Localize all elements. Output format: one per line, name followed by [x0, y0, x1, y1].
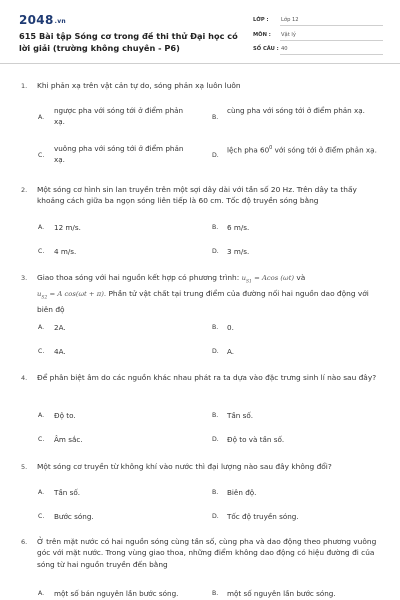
option-b[interactable]: Tần số.	[227, 411, 254, 420]
option-b[interactable]: 6 m/s.	[227, 223, 250, 232]
option-letter: B.	[212, 324, 219, 331]
option-letter: C.	[38, 436, 45, 443]
question-number: 2.	[21, 186, 28, 194]
option-letter: B.	[212, 412, 219, 419]
meta-class-row	[253, 14, 383, 26]
option-letter: D.	[212, 513, 219, 520]
option-letter: D.	[212, 248, 219, 255]
option-c[interactable]: Bước sóng.	[54, 512, 94, 521]
meta-label: SỐ CÂU :	[253, 46, 279, 52]
question-text-part: Phần tử vật chất tại trung điểm của đường nối hai nguồn dao động với biên độ	[37, 288, 369, 314]
option-b[interactable]: cùng pha với sóng tới ở điểm phản xạ.	[227, 106, 365, 115]
meta-label: LỚP :	[253, 17, 269, 23]
option-a[interactable]: Tần số.	[54, 488, 81, 497]
option-c[interactable]: Âm sắc.	[54, 435, 83, 444]
option-a[interactable]: 2A.	[54, 323, 66, 332]
degree-superscript: 0	[269, 145, 273, 151]
option-d[interactable]: 3 m/s.	[227, 247, 250, 256]
option-letter: D.	[212, 436, 219, 443]
option-letter: A.	[38, 590, 45, 597]
meta-underline	[280, 54, 383, 55]
option-letter: A.	[38, 412, 45, 419]
option-letter: C.	[38, 513, 45, 520]
question-number: 5.	[21, 463, 28, 471]
option-d[interactable]: Tốc độ truyền sóng.	[227, 512, 299, 521]
option-a[interactable]: một số bán nguyên lần bước sóng.	[54, 589, 179, 598]
option-letter: D.	[212, 348, 219, 355]
logo-suffix: .vn	[54, 18, 66, 25]
option-letter: B.	[212, 489, 219, 496]
option-d[interactable]	[227, 143, 377, 155]
question-number: 1.	[21, 82, 28, 90]
meta-question-count-row	[253, 43, 383, 55]
meta-value: Lớp 12	[281, 17, 299, 23]
meta-value: 40	[281, 46, 288, 52]
question-number: 4.	[21, 374, 28, 382]
question-text: Để phân biệt âm do các nguồn khác nhau phát ra ta dựa vào đặc trưng sinh lí nào sau đây?	[37, 373, 377, 382]
option-letter: A.	[38, 224, 45, 231]
formula-u-s2: $u_{S2} = A$ cos(ωt + π).	[37, 289, 107, 301]
option-c[interactable]: 4A.	[54, 347, 66, 356]
option-d-text-start: lệch pha 60	[227, 145, 270, 155]
option-letter: C.	[38, 348, 45, 355]
option-b[interactable]: 0.	[227, 323, 234, 332]
option-letter: C.	[38, 248, 45, 255]
option-a[interactable]: 12 m/s.	[54, 223, 81, 232]
meta-value: Vật lý	[281, 32, 296, 38]
option-d[interactable]: A.	[227, 347, 235, 356]
meta-underline	[280, 25, 383, 26]
option-letter: A.	[38, 114, 45, 121]
logo-text: 2048	[19, 13, 54, 27]
option-letter: A.	[38, 489, 45, 496]
option-letter: B.	[212, 590, 219, 597]
question-text: Một sóng cơ hình sin lan truyền trên một sợi dây dài với tần số 20 Hz. Trên dây ta thấy khoảng cách giữa ba ngọn sóng liên tiếp là 60 cm. Tốc độ truyền sóng bằng	[37, 185, 357, 206]
option-a[interactable]: Độ to.	[54, 411, 76, 420]
question-text: Ở trên mặt nước có hai nguồn sóng cùng tần số, cùng pha và dao động theo phương vuông góc với mặt nước. Trong vùng giao thoa, những điểm không dao động có hiệu đường đi của sóng từ hai nguồn truyền đến bằng	[37, 537, 377, 569]
meta-label: MÔN :	[253, 32, 271, 38]
option-letter: B.	[212, 224, 219, 231]
question-text: Khi phản xạ trên vật cản tự do, sóng phản xạ luôn luôn	[37, 81, 241, 90]
option-b[interactable]: một số nguyên lần bước sóng.	[227, 589, 336, 598]
question-text	[37, 272, 383, 315]
option-c[interactable]: 4 m/s.	[54, 247, 77, 256]
document-title: 615 Bài tập Sóng cơ trong đề thi thử Đại học có lời giải (trường không chuyên - P6)	[19, 31, 238, 53]
option-letter: C.	[38, 152, 45, 159]
question-text-part: và	[296, 273, 306, 282]
option-b[interactable]: Biên độ.	[227, 488, 257, 497]
option-a[interactable]: ngược pha với sóng tới ở điểm phản xạ.	[54, 106, 184, 126]
site-logo[interactable]	[19, 13, 66, 27]
formula-u-s1: $u_{S1} = Acos$ (ωt)	[241, 274, 294, 285]
meta-subject-row	[253, 29, 383, 41]
option-letter: B.	[212, 114, 219, 121]
option-c[interactable]: vuông pha với sóng tới ở điểm phản xạ.	[54, 144, 184, 164]
option-d-text-end: với sóng tới ở điểm phản xạ.	[272, 145, 377, 155]
question-number: 6.	[21, 538, 28, 546]
meta-underline	[280, 40, 383, 41]
formula-1-rhs: = Acos (ωt)	[254, 274, 294, 282]
option-letter: A.	[38, 324, 45, 331]
document-header	[0, 0, 400, 64]
question-number: 3.	[21, 274, 28, 282]
question-text: Một sóng cơ truyền từ không khí vào nước thì đại lượng nào sau đây không đổi?	[37, 462, 332, 471]
question-text-part: Giao thoa sóng với hai nguồn kết hợp có phương trình:	[37, 273, 240, 282]
formula-2-rhs: = A cos(ωt + π).	[49, 289, 107, 298]
option-d[interactable]: Độ to và tần số.	[227, 435, 285, 444]
option-letter: D.	[212, 152, 219, 159]
